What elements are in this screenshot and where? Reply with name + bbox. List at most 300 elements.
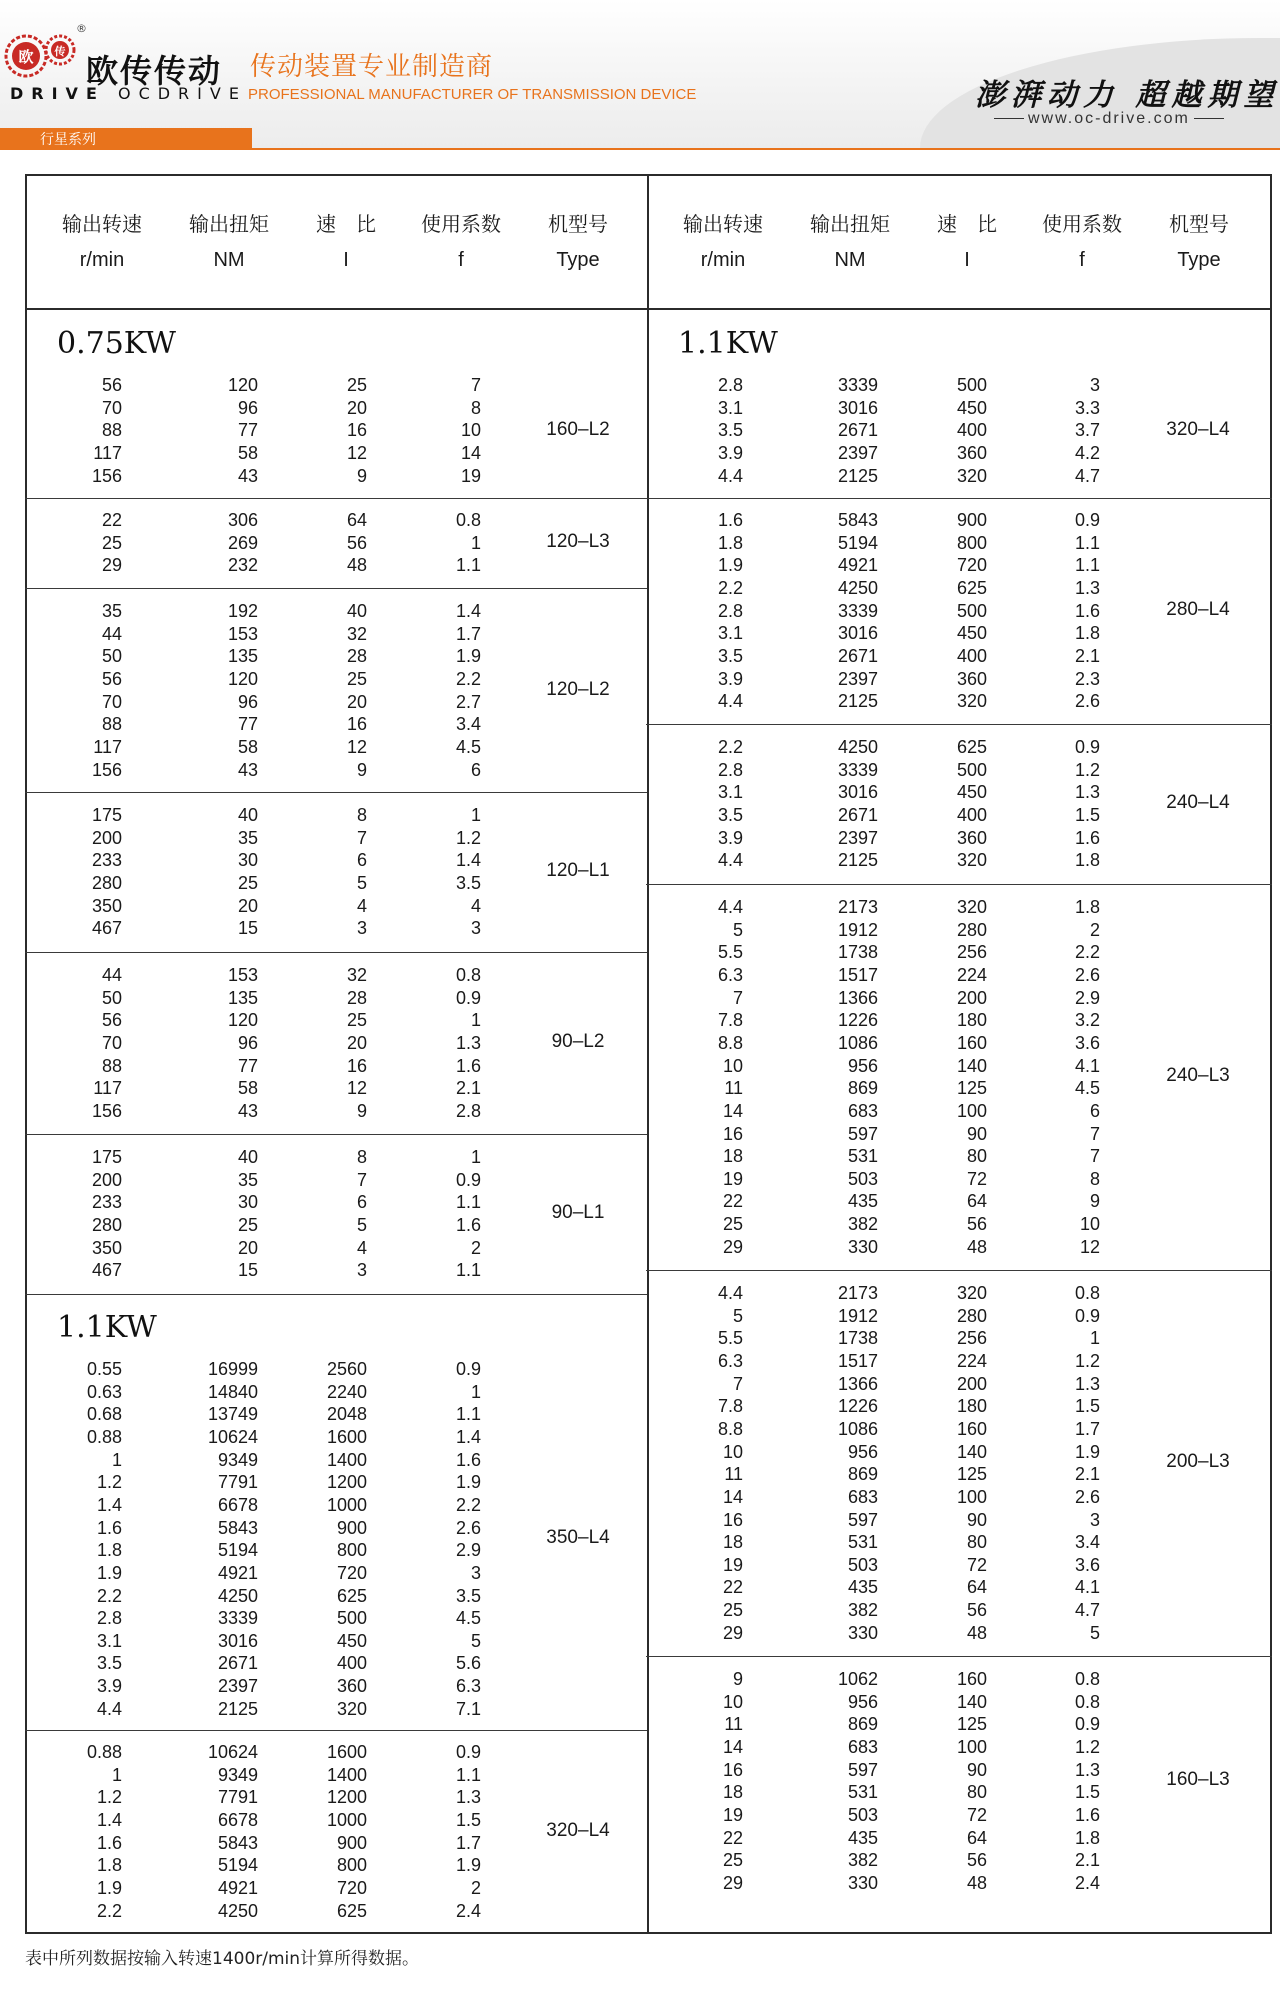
right-cell: 5 [1089, 1622, 1100, 1643]
right-cell: 10 [722, 1055, 743, 1076]
left-cell: 200 [91, 827, 122, 848]
left-column-header [508, 206, 648, 278]
left-type-label: 320–L4 [546, 1819, 610, 1841]
left-cell: 5843 [217, 1517, 258, 1538]
right-cell: 3.6 [1074, 1032, 1100, 1053]
right-cell: 2.2 [717, 577, 743, 598]
left-cell: 1.4 [455, 850, 481, 871]
right-cell: 3.7 [1074, 420, 1100, 441]
right-cell: 5194 [837, 532, 878, 553]
left-cell: 88 [101, 420, 122, 441]
left-cell: 3 [470, 1562, 481, 1583]
column-header-cn: 速 比 [316, 212, 376, 236]
right-cell: 597 [847, 1759, 878, 1780]
left-cell: 200 [91, 1169, 122, 1190]
right-cell: 450 [956, 623, 987, 644]
left-cell: 2.2 [96, 1900, 122, 1921]
right-cell: 2.2 [1074, 942, 1100, 963]
right-cell: 2397 [837, 827, 878, 848]
left-cell: 4.4 [96, 1698, 122, 1719]
right-cell: 22 [722, 1191, 743, 1212]
left-cell: 800 [336, 1855, 367, 1876]
right-cell: 3339 [837, 600, 878, 621]
left-cell: 156 [91, 1100, 122, 1121]
right-cell: 1062 [837, 1669, 878, 1689]
left-cell: 800 [336, 1540, 367, 1561]
right-cell: 280 [956, 919, 987, 940]
right-cell: 2.6 [1074, 691, 1100, 712]
left-cell: 1.7 [455, 623, 481, 644]
left-cell: 30 [237, 850, 258, 871]
right-cell: 1.9 [1074, 1441, 1100, 1462]
right-cell: 382 [847, 1214, 878, 1235]
right-cell: 1086 [837, 1032, 878, 1053]
left-cell: 4 [470, 895, 481, 916]
left-cell: 10624 [207, 1742, 258, 1762]
right-cell: 224 [956, 964, 987, 985]
right-cell: 2.6 [1074, 964, 1100, 985]
left-cell: 6 [356, 850, 367, 871]
left-cell: 3 [356, 918, 367, 939]
left-cell: 20 [346, 691, 367, 712]
right-cell: 64 [966, 1827, 987, 1848]
left-type-label: 160–L2 [546, 418, 610, 440]
left-cell: 2.6 [455, 1517, 481, 1538]
right-cell: 19 [722, 1554, 743, 1575]
left-cell: 2.2 [455, 1494, 481, 1515]
left-cell: 0.88 [86, 1742, 122, 1762]
right-cell: 531 [847, 1532, 878, 1553]
logo-char-chuan: 传 [54, 45, 66, 58]
left-cell: 1.8 [96, 1855, 122, 1876]
column-header-unit: f [1079, 249, 1085, 271]
right-cell: 3.5 [717, 645, 743, 666]
left-cell: 900 [336, 1517, 367, 1538]
right-cell: 2.3 [1074, 668, 1100, 689]
right-cell: 360 [956, 827, 987, 848]
left-cell: 7 [470, 375, 481, 395]
right-cell: 100 [956, 1486, 987, 1507]
right-cell: 320 [956, 691, 987, 712]
left-cell: 1.2 [96, 1472, 122, 1493]
group-divider [646, 1270, 1272, 1271]
right-cell: 8 [1089, 1168, 1100, 1189]
right-cell: 4.4 [717, 691, 743, 712]
left-cell: 2671 [217, 1653, 258, 1674]
left-cell: 56 [101, 1010, 122, 1031]
left-cell: 0.68 [86, 1404, 122, 1425]
left-cell: 28 [346, 987, 367, 1008]
right-cell: 531 [847, 1146, 878, 1167]
right-cell: 2.1 [1074, 1850, 1100, 1871]
left-cell: 720 [336, 1562, 367, 1583]
left-cell: 4250 [217, 1900, 258, 1921]
left-cell: 77 [237, 714, 258, 735]
right-cell: 4.4 [717, 850, 743, 871]
right-cell: 2173 [837, 1283, 878, 1303]
right-cell: 1.8 [1074, 897, 1100, 917]
left-cell: 192 [227, 601, 258, 621]
column-header-unit: r/min [700, 249, 746, 271]
right-cell: 500 [956, 759, 987, 780]
right-cell: 48 [966, 1872, 987, 1893]
right-cell: 125 [956, 1714, 987, 1735]
right-cell: 19 [722, 1168, 743, 1189]
right-cell: 683 [847, 1100, 878, 1121]
left-cell: 96 [237, 1032, 258, 1053]
left-cell: 25 [346, 668, 367, 689]
left-cell: 117 [93, 736, 122, 757]
left-cell: 120 [227, 668, 258, 689]
right-cell: 956 [847, 1441, 878, 1462]
right-cell: 4921 [837, 555, 878, 576]
left-cell: 58 [237, 442, 258, 463]
left-cell: 8 [356, 805, 367, 825]
right-type-label: 240–L3 [1166, 1065, 1230, 1087]
left-cell: 1400 [326, 1449, 367, 1470]
right-cell: 29 [722, 1236, 743, 1257]
left-cell: 1400 [326, 1764, 367, 1785]
left-cell: 43 [237, 1100, 258, 1121]
left-cell: 1 [470, 532, 481, 553]
left-cell: 1.9 [455, 646, 481, 667]
brand-name-en-bold: DRIVE [10, 84, 105, 103]
right-cell: 0.9 [1074, 1305, 1100, 1326]
left-cell: 135 [227, 987, 258, 1008]
left-cell: 25 [237, 1214, 258, 1235]
website-url[interactable]: www.oc-drive.com [990, 110, 1228, 128]
left-cell: 2 [470, 1237, 481, 1258]
left-cell: 1.3 [455, 1787, 481, 1808]
right-cell: 7.8 [717, 1010, 743, 1031]
left-cell: 22 [101, 510, 122, 530]
left-cell: 5.6 [455, 1653, 481, 1674]
right-cell: 3.1 [717, 623, 743, 644]
left-cell: 16 [346, 1055, 367, 1076]
right-cell: 3.6 [1074, 1554, 1100, 1575]
left-cell: 1000 [326, 1494, 367, 1515]
right-cell: 6 [1089, 1100, 1100, 1121]
left-cell: 1.5 [455, 1809, 481, 1830]
right-cell: 382 [847, 1850, 878, 1871]
group-divider [25, 1294, 647, 1295]
right-cell: 256 [956, 942, 987, 963]
right-cell: 360 [956, 668, 987, 689]
left-cell: 40 [346, 601, 367, 621]
right-cell: 1.2 [1074, 1736, 1100, 1757]
right-cell: 683 [847, 1486, 878, 1507]
right-cell: 6.3 [717, 964, 743, 985]
right-cell: 56 [966, 1600, 987, 1621]
right-cell: 14 [722, 1100, 743, 1121]
right-cell: 500 [956, 600, 987, 621]
company-logo-icon [4, 30, 84, 80]
left-cell: 1.9 [455, 1472, 481, 1493]
right-cell: 3.9 [717, 668, 743, 689]
right-cell: 683 [847, 1736, 878, 1757]
left-cell: 88 [101, 714, 122, 735]
right-cell: 7 [1089, 1146, 1100, 1167]
left-cell: 350 [91, 1237, 122, 1258]
right-cell: 2.8 [717, 600, 743, 621]
right-cell: 16 [722, 1123, 743, 1144]
left-cell: 306 [227, 510, 258, 530]
right-cell: 4250 [837, 577, 878, 598]
left-type-label: 120–L2 [546, 678, 610, 700]
right-cell: 140 [956, 1441, 987, 1462]
left-cell: 625 [336, 1900, 367, 1921]
left-cell: 120 [227, 375, 258, 395]
column-header-cn: 机型号 [548, 212, 608, 236]
right-cell: 64 [966, 1577, 987, 1598]
right-cell: 1.5 [1074, 1782, 1100, 1803]
left-cell: 2240 [326, 1381, 367, 1402]
right-cell: 1.2 [1074, 1350, 1100, 1371]
right-cell: 1.1 [1074, 532, 1100, 553]
left-cell: 44 [101, 623, 122, 644]
right-cell: 2125 [837, 465, 878, 486]
right-cell: 597 [847, 1509, 878, 1530]
left-cell: 1 [470, 1381, 481, 1402]
left-cell: 44 [101, 965, 122, 985]
right-cell: 18 [722, 1146, 743, 1167]
left-type-label: 90–L2 [551, 1031, 605, 1053]
left-power-title: 1.1KW [57, 1310, 157, 1345]
right-cell: 7 [732, 987, 743, 1008]
left-cell: 9349 [217, 1449, 258, 1470]
left-cell: 7791 [217, 1787, 258, 1808]
table-header-divider [25, 308, 1272, 310]
left-cell: 1600 [326, 1426, 367, 1447]
header-divider [252, 148, 1280, 150]
tagline-en: PROFESSIONAL MANUFACTURER OF TRANSMISSION DEVICE [248, 86, 697, 103]
right-cell: 16 [722, 1759, 743, 1780]
left-cell: 9 [356, 759, 367, 780]
right-cell: 72 [966, 1554, 987, 1575]
column-header-cn: 输出扭矩 [810, 212, 890, 236]
right-cell: 64 [966, 1191, 987, 1212]
column-header-unit: NM [213, 249, 245, 271]
left-cell: 1.1 [455, 555, 481, 576]
left-cell: 5 [356, 872, 367, 893]
left-cell: 16 [346, 714, 367, 735]
left-cell: 0.55 [86, 1359, 122, 1379]
left-cell: 14 [460, 442, 481, 463]
right-cell: 1738 [837, 942, 878, 963]
right-cell: 2.9 [1074, 987, 1100, 1008]
right-cell: 400 [956, 420, 987, 441]
left-cell: 4.5 [455, 1608, 481, 1629]
column-header-unit: I [964, 249, 970, 271]
right-cell: 200 [956, 1373, 987, 1394]
left-cell: 15 [237, 1260, 258, 1281]
left-cell: 175 [91, 1147, 122, 1167]
left-cell: 4 [356, 895, 367, 916]
left-cell: 1200 [326, 1472, 367, 1493]
right-cell: 4.1 [1074, 1577, 1100, 1598]
right-cell: 3.4 [1074, 1532, 1100, 1553]
right-cell: 1.3 [1074, 1373, 1100, 1394]
left-cell: 70 [101, 691, 122, 712]
left-cell: 56 [101, 375, 122, 395]
group-divider [25, 1730, 647, 1731]
left-cell: 40 [237, 1147, 258, 1167]
series-tab [0, 128, 252, 150]
left-cell: 3 [356, 1260, 367, 1281]
left-cell: 3.9 [96, 1676, 122, 1697]
right-cell: 400 [956, 645, 987, 666]
right-cell: 2 [1089, 919, 1100, 940]
right-cell: 125 [956, 1464, 987, 1485]
right-cell: 0.8 [1074, 1283, 1100, 1303]
right-type-label: 240–L4 [1166, 791, 1230, 813]
right-column-header [1129, 206, 1269, 278]
right-cell: 3.1 [717, 782, 743, 803]
left-cell: 6 [470, 759, 481, 780]
right-cell: 1.8 [717, 532, 743, 553]
left-cell: 29 [101, 555, 122, 576]
left-cell: 4921 [217, 1562, 258, 1583]
left-cell: 5194 [217, 1855, 258, 1876]
left-cell: 2.2 [455, 668, 481, 689]
left-cell: 96 [237, 691, 258, 712]
right-cell: 2397 [837, 668, 878, 689]
right-cell: 180 [956, 1396, 987, 1417]
right-power-title: 1.1KW [678, 326, 778, 361]
right-cell: 1086 [837, 1418, 878, 1439]
left-cell: 6 [356, 1192, 367, 1213]
left-cell: 7 [356, 827, 367, 848]
left-cell: 50 [101, 987, 122, 1008]
right-cell: 3016 [837, 623, 878, 644]
left-cell: 10 [460, 420, 481, 441]
right-cell: 1.9 [717, 555, 743, 576]
group-divider [25, 588, 647, 589]
right-cell: 3 [1089, 1509, 1100, 1530]
right-cell: 72 [966, 1804, 987, 1825]
left-cell: 16999 [207, 1359, 258, 1379]
left-cell: 4.5 [455, 736, 481, 757]
right-cell: 2.6 [1074, 1486, 1100, 1507]
left-cell: 43 [237, 759, 258, 780]
left-cell: 5194 [217, 1540, 258, 1561]
group-divider [25, 1134, 647, 1135]
right-cell: 2.8 [717, 375, 743, 395]
left-type-label: 350–L4 [546, 1527, 610, 1549]
left-cell: 120 [227, 1010, 258, 1031]
right-cell: 25 [722, 1214, 743, 1235]
left-cell: 2.9 [455, 1540, 481, 1561]
right-cell: 90 [966, 1123, 987, 1144]
right-cell: 3.3 [1074, 397, 1100, 418]
right-cell: 4.7 [1074, 465, 1100, 486]
left-cell: 58 [237, 1078, 258, 1099]
right-cell: 19 [722, 1804, 743, 1825]
left-cell: 1600 [326, 1742, 367, 1762]
registered-mark: ® [76, 22, 87, 35]
right-cell: 435 [847, 1191, 878, 1212]
right-cell: 11 [724, 1464, 743, 1485]
right-cell: 1 [1089, 1328, 1100, 1349]
left-cell: 1.6 [455, 1055, 481, 1076]
logo-char-ou: 欧 [18, 48, 34, 66]
right-cell: 1912 [837, 919, 878, 940]
left-cell: 20 [237, 895, 258, 916]
left-cell: 77 [237, 1055, 258, 1076]
right-cell: 3.9 [717, 827, 743, 848]
left-cell: 135 [227, 646, 258, 667]
right-cell: 2.1 [1074, 645, 1100, 666]
left-cell: 64 [346, 510, 367, 530]
right-cell: 2.2 [717, 737, 743, 757]
right-cell: 1.7 [1074, 1418, 1100, 1439]
left-cell: 8 [470, 397, 481, 418]
left-cell: 3339 [217, 1608, 258, 1629]
right-cell: 3.9 [717, 442, 743, 463]
right-cell: 1517 [837, 1350, 878, 1371]
left-power-title: 0.75KW [57, 326, 176, 361]
right-cell: 625 [956, 737, 987, 757]
left-cell: 32 [346, 965, 367, 985]
left-cell: 0.9 [455, 1169, 481, 1190]
left-cell: 400 [336, 1653, 367, 1674]
left-cell: 1.4 [96, 1494, 122, 1515]
right-cell: 224 [956, 1350, 987, 1371]
right-cell: 435 [847, 1827, 878, 1848]
right-cell: 8.8 [717, 1032, 743, 1053]
left-cell: 3 [470, 918, 481, 939]
left-cell: 9 [356, 465, 367, 486]
right-cell: 5 [732, 919, 743, 940]
right-cell: 5 [732, 1305, 743, 1326]
right-cell: 503 [847, 1554, 878, 1575]
left-cell: 269 [227, 532, 258, 553]
left-cell: 1.8 [96, 1540, 122, 1561]
left-cell: 1.9 [455, 1855, 481, 1876]
right-cell: 10 [722, 1691, 743, 1712]
left-cell: 88 [101, 1055, 122, 1076]
right-cell: 56 [966, 1850, 987, 1871]
left-cell: 1 [470, 1010, 481, 1031]
left-cell: 20 [346, 1032, 367, 1053]
left-cell: 77 [237, 420, 258, 441]
right-cell: 1.5 [1074, 804, 1100, 825]
right-cell: 2.1 [1074, 1464, 1100, 1485]
left-cell: 4250 [217, 1585, 258, 1606]
right-cell: 320 [956, 465, 987, 486]
left-cell: 467 [91, 918, 122, 939]
left-cell: 1.6 [96, 1517, 122, 1538]
right-cell: 10 [722, 1441, 743, 1462]
right-cell: 0.9 [1074, 1714, 1100, 1735]
left-cell: 9349 [217, 1764, 258, 1785]
left-cell: 467 [91, 1260, 122, 1281]
left-cell: 3016 [217, 1630, 258, 1651]
right-cell: 0.9 [1074, 510, 1100, 530]
right-cell: 2671 [837, 645, 878, 666]
left-cell: 70 [101, 397, 122, 418]
column-header-unit: Type [1177, 249, 1221, 271]
right-cell: 11 [724, 1714, 743, 1735]
left-cell: 0.63 [86, 1381, 122, 1402]
right-cell: 256 [956, 1328, 987, 1349]
right-cell: 4.4 [717, 897, 743, 917]
right-cell: 4.2 [1074, 442, 1100, 463]
slogan: 澎湃动力 超越期望 [975, 78, 1280, 113]
left-cell: 0.8 [455, 510, 481, 530]
right-cell: 1.5 [1074, 1396, 1100, 1417]
right-cell: 3016 [837, 397, 878, 418]
